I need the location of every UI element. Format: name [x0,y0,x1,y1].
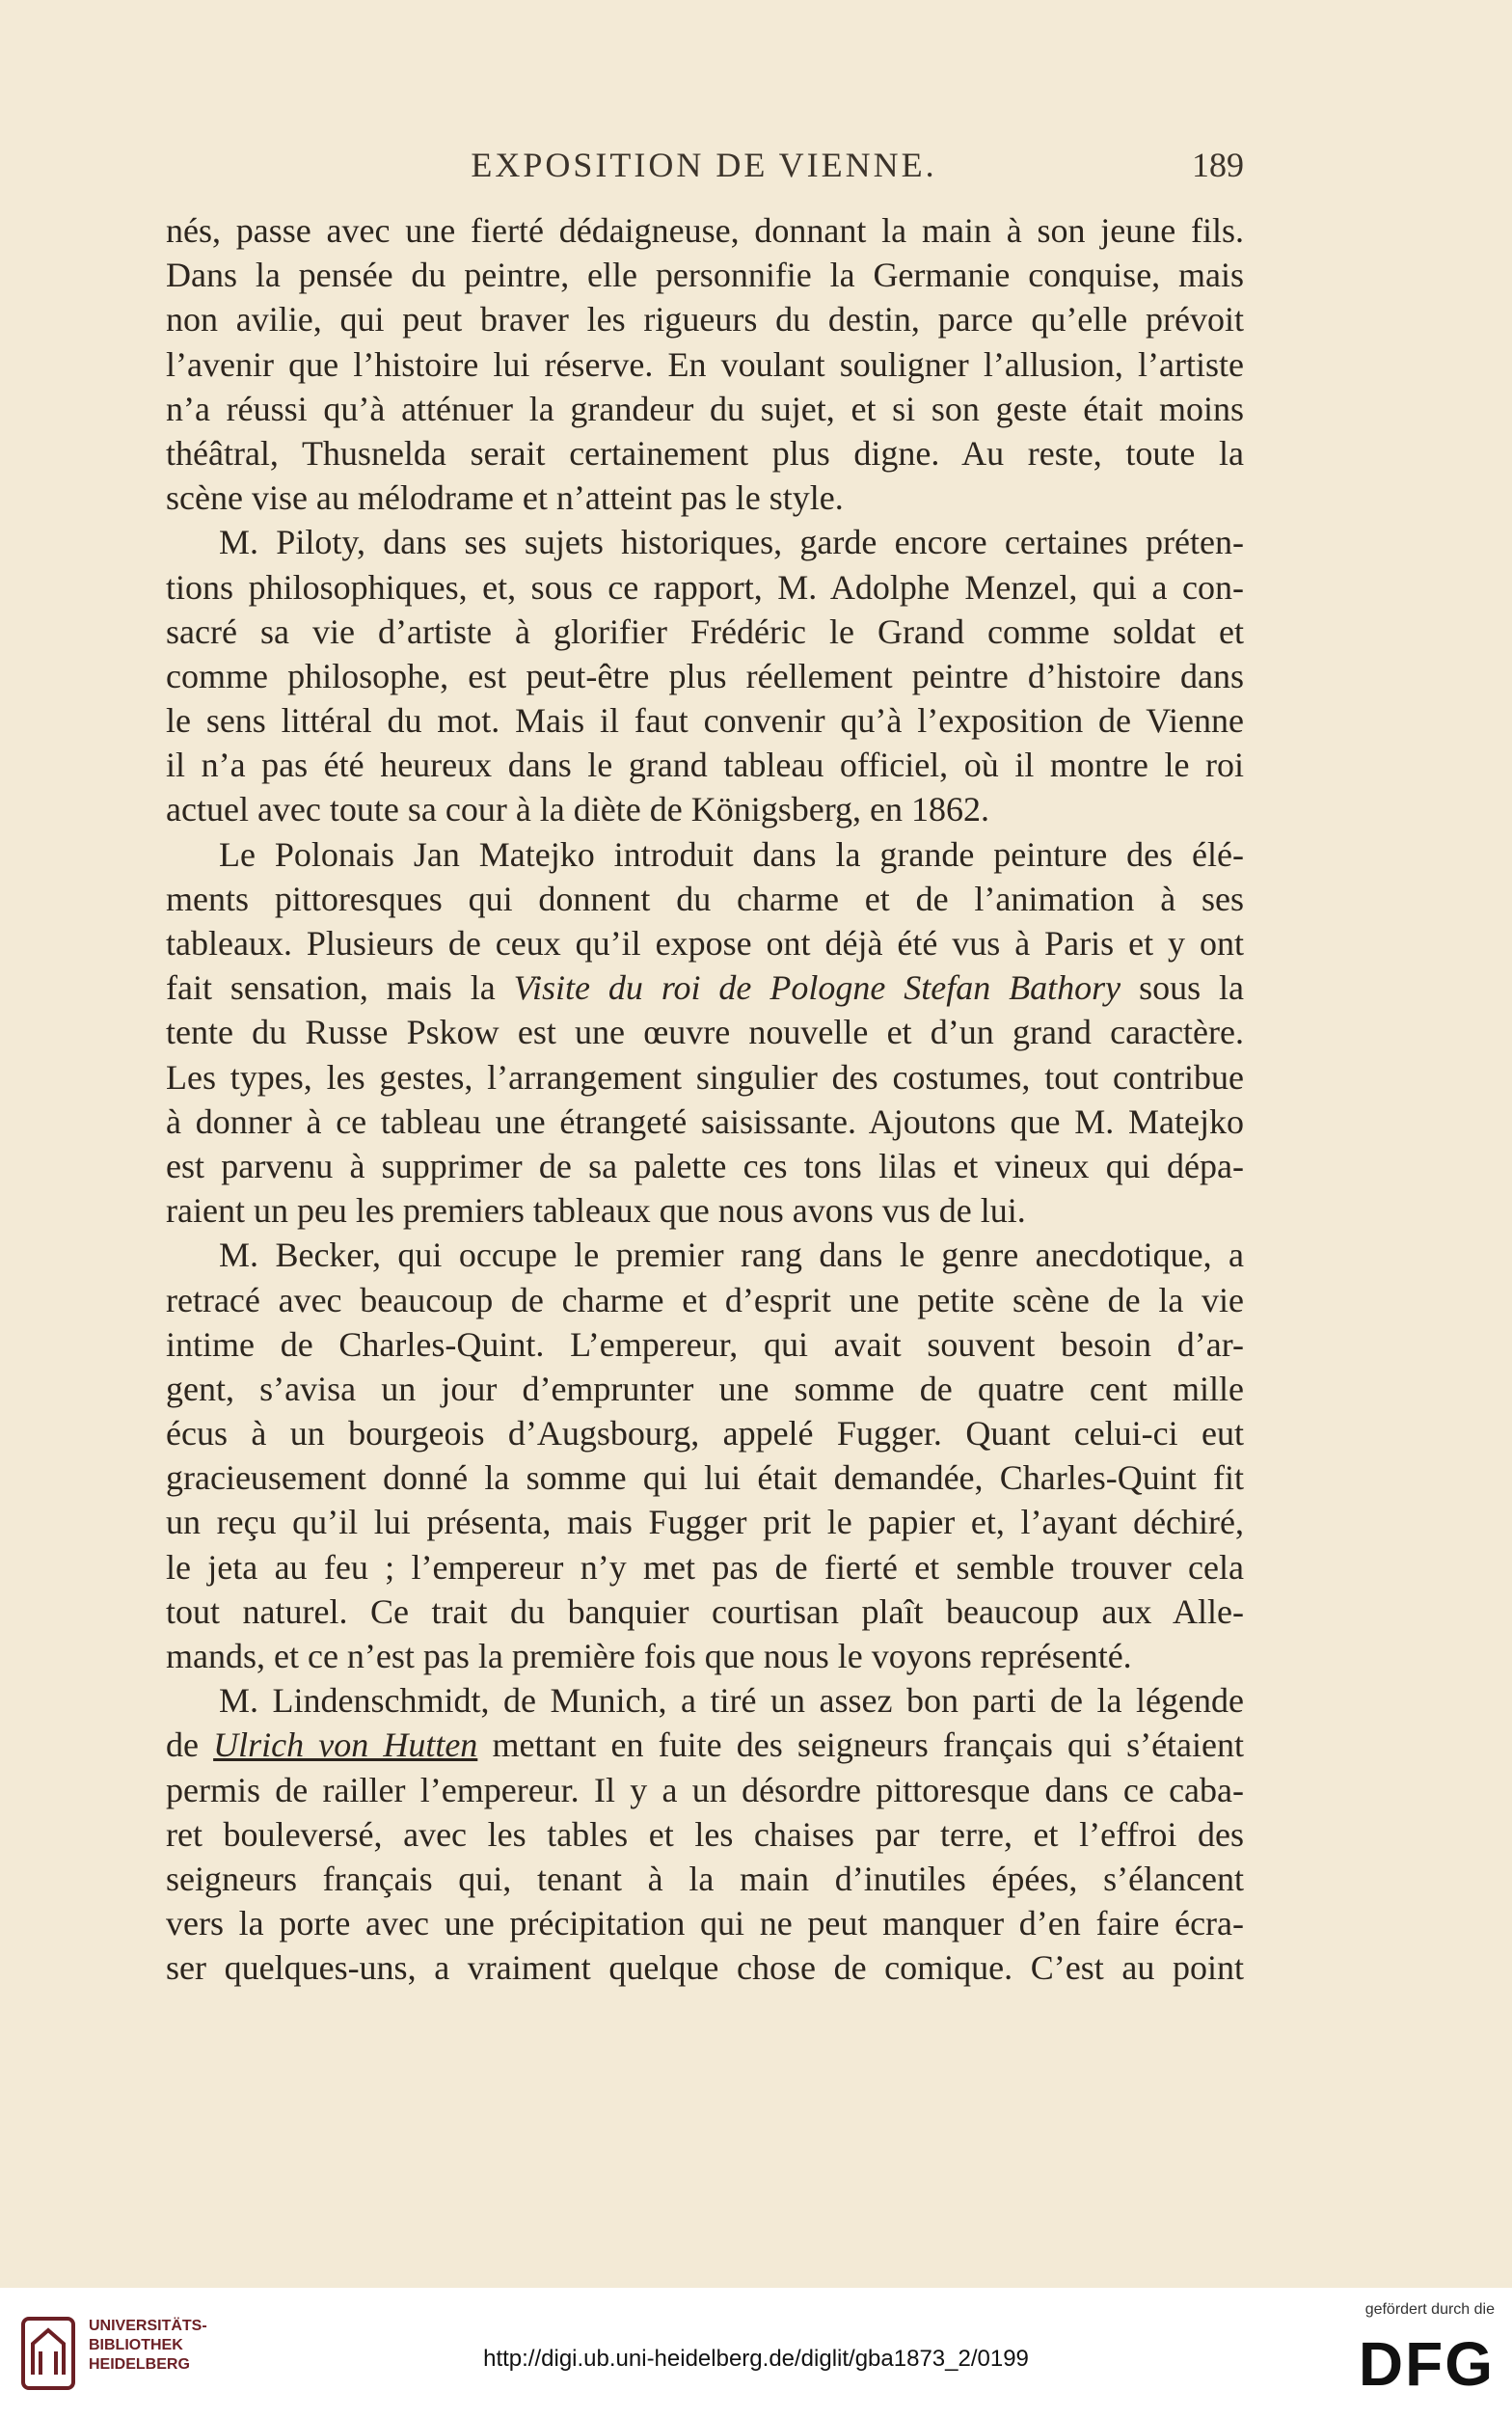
text-line: l’avenir que l’histoire lui réserve. En voulant souligner l’allusion, l’artiste [166,344,1244,384]
text-fragment: mettant en fuite des seigneurs français qui s’étaient [492,1725,1245,1765]
digitization-footer [0,2288,1512,2418]
university-name-line: HEIDELBERG [89,2356,190,2373]
text-line: ret bouleversé, avec les tables et les chaises par terre, et l’effroi des [166,1814,1244,1854]
text-line: un reçu qu’il lui présenta, mais Fugger prit le papier et, l’ayant déchiré, [166,1503,1244,1542]
text-fragment: sous la [1139,968,1245,1008]
text-line: Les types, les gestes, l’arrangement singulier des costumes, tout contribue [166,1057,1244,1097]
article-text [166,208,1244,1991]
text-line: Le Polonais Jan Matejko introduit dans la grande peinture des élé- [219,834,1244,874]
text-line: à donner à ce tableau une étrangeté saisissante. Ajoutons que M. Matejko [166,1101,1244,1141]
text-line: actuel avec toute sa cour à la diète de Königsberg, en 1862. [166,790,990,829]
text-line: retracé avec beaucoup de charme et d’esprit une petite scène de la vie [166,1280,1244,1319]
text-fragment: de [166,1725,199,1765]
university-name-line: UNIVERSITÄTS- [89,2318,207,2334]
running-head [164,145,1244,193]
text-line: intime de Charles-Quint. L’empereur, qui avait souvent besoin d’ar- [166,1324,1244,1364]
text-line: n’a réussi qu’à atténuer la grandeur du sujet, et si son geste était moins [166,389,1244,428]
text-fragment: fait sensation, mais la [166,968,496,1008]
running-title: EXPOSITION DE VIENNE. [471,146,937,184]
text-line: gracieusement donné la somme qui lui était demandée, Charles-Quint fit [166,1458,1244,1498]
text-line: tente du Russe Pskow est une œuvre nouvelle et d’un grand caractère. [166,1013,1244,1052]
text-line: raient un peu les premiers tableaux que nous avons vus de lui. [166,1191,1026,1231]
text-line: comme philosophe, est peut-être plus réellement peintre d’histoire dans [166,656,1244,695]
text-line: gent, s’avisa un jour d’emprunter une somme de quatre cent mille [166,1369,1244,1408]
text-line: vers la porte avec une précipitation qui ne peut manquer d’en faire écra- [166,1904,1244,1943]
text-line: Dans la pensée du peintre, elle personnifie la Germanie conquise, mais [166,256,1244,295]
text-line: M. Lindenschmidt, de Munich, a tiré un assez bon parti de la légende [219,1681,1244,1721]
page-number: 189 [1192,146,1244,184]
text-line: tableaux. Plusieurs de ceux qu’il expose ont déjà été vus à Paris et y ont [166,924,1244,963]
artwork-title: Ulrich von Hutten [213,1725,478,1765]
text-line: M. Becker, qui occupe le premier rang dans le genre anecdotique, a [219,1236,1244,1275]
text-line: le jeta au feu ; l’empereur n’y met pas de fierté et semble trouver cela [166,1547,1244,1587]
text-line: il n’a pas été heureux dans le grand tableau officiel, où il montre le roi [166,746,1244,785]
artwork-title: Visite du roi de Pologne Stefan Bathory [513,968,1121,1008]
text-line: mands, et ce n’est pas la première fois que nous le voyons représenté. [166,1637,1132,1675]
text-line: le sens littéral du mot. Mais il faut convenir qu’à l’exposition de Vienne [166,701,1244,741]
text-line: non avilie, qui peut braver les rigueurs du destin, parce qu’elle prévoit [166,300,1244,340]
text-line: tions philosophiques, et, sous ce rapport, M. Adolphe Menzel, qui a con- [166,567,1244,607]
text-line: ser quelques-uns, a vraiment quelque chose de comique. C’est au point [166,1948,1244,1988]
text-line: théâtral, Thusnelda serait certainement plus digne. Au reste, toute la [166,433,1244,473]
funded-by-label: gefördert durch die [1364,2301,1495,2318]
text-line: M. Piloty, dans ses sujets historiques, garde encore certaines préten- [219,523,1244,562]
text-line: sacré sa vie d’artiste à glorifier Frédéric le Grand comme soldat et [166,611,1244,651]
permalink-url[interactable]: http://digi.ub.uni-heidelberg.de/diglit/gba1873_2/0199 [483,2346,1029,2372]
text-line: est parvenu à supprimer de sa palette ces tons lilas et vineux qui dépa- [166,1146,1244,1185]
university-name-line: BIBLIOTHEK [89,2337,183,2353]
text-line: seigneurs français qui, tenant à la main d’inutiles épées, s’élancent [166,1859,1244,1898]
text-line: écus à un bourgeois d’Augsbourg, appelé Fugger. Quant celui-ci eut [166,1414,1244,1454]
text-line: tout naturel. Ce trait du banquier courtisan plaît beaucoup aux Alle- [166,1591,1244,1631]
text-line: scène vise au mélodrame et n’atteint pas le style. [166,478,844,518]
text-line [166,1723,1244,1767]
text-line [166,965,1244,1010]
text-line: nés, passe avec une fierté dédaigneuse, donnant la main à son jeune fils. [166,211,1244,250]
text-line: permis de railler l’empereur. Il y a un désordre pittoresque dans ce caba- [166,1770,1244,1809]
text-line: ments pittoresques qui donnent du charme et de l’animation à ses [166,879,1244,918]
dfg-logo: DFG [1358,2329,1495,2399]
